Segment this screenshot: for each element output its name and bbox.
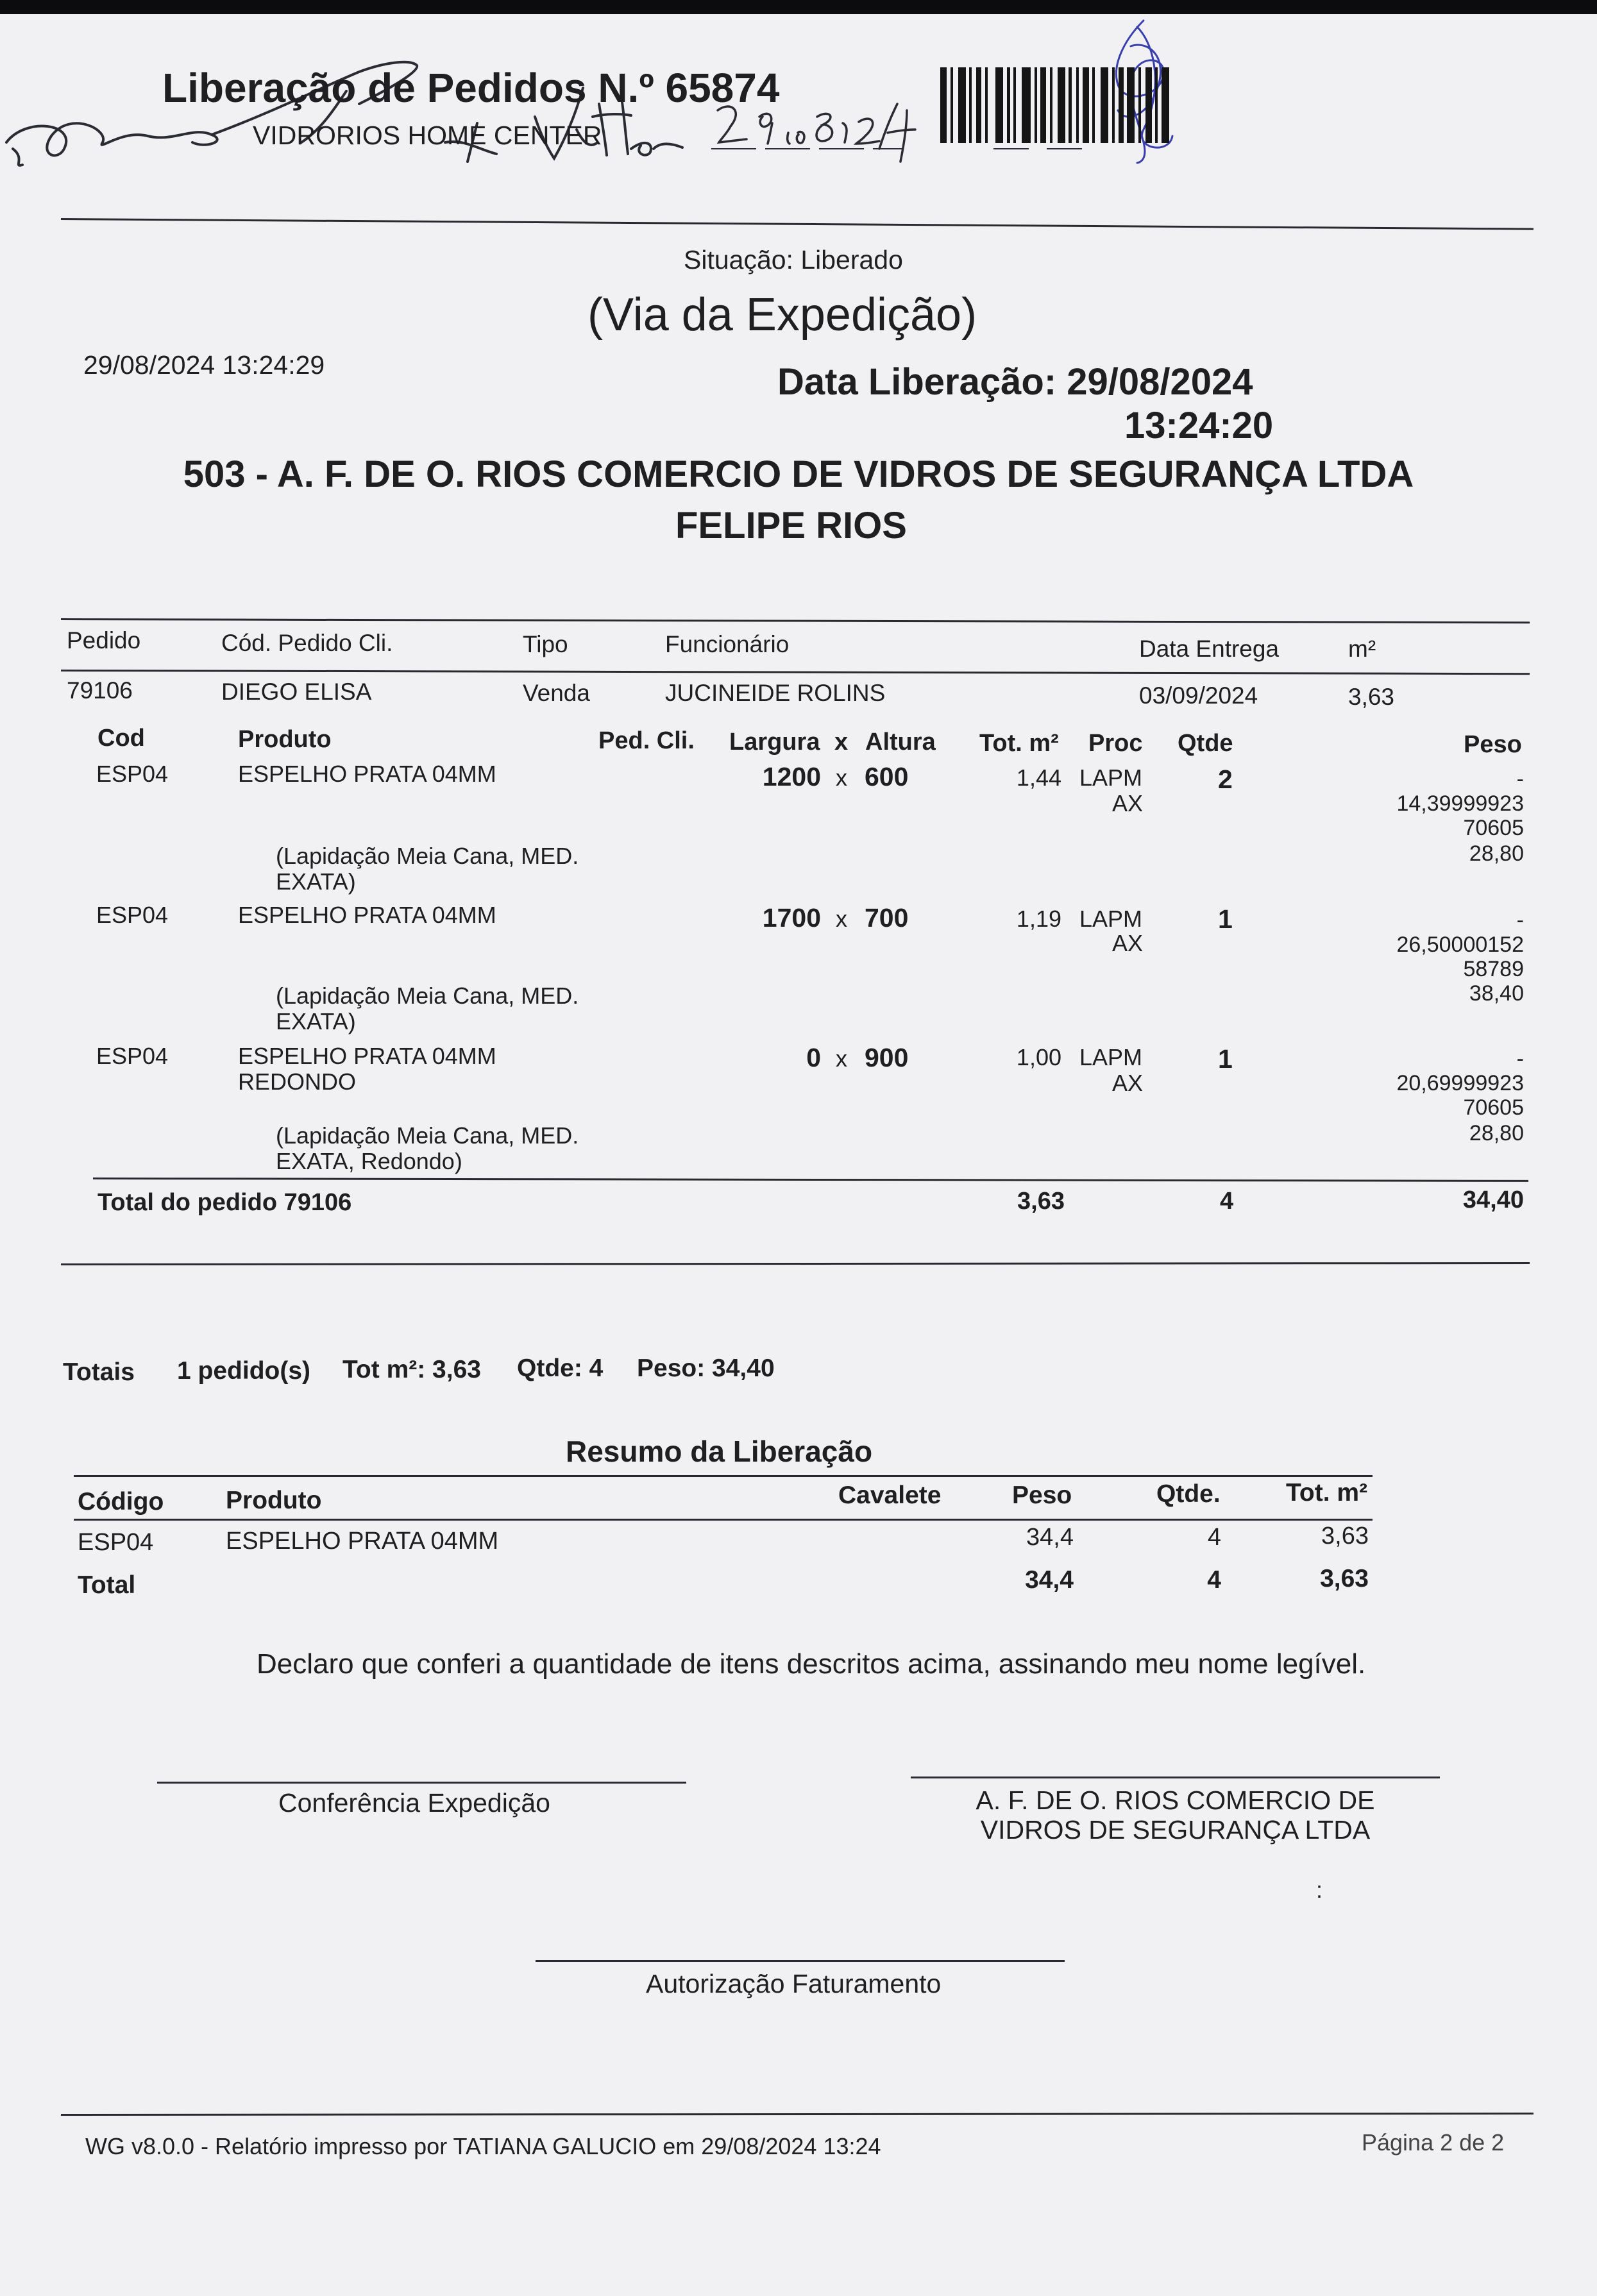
summary-total-weight: 34,4: [1025, 1566, 1074, 1594]
item-weight-unit: 26,50000152: [1396, 933, 1524, 957]
handwritten-time-placeholder: :: [1316, 1877, 1323, 1903]
order-total-line: [93, 1178, 1528, 1182]
printed-datetime: 29/08/2024 13:24:29: [83, 350, 325, 380]
col-qtde: Qtde: [1178, 730, 1233, 757]
item-x: x: [836, 1045, 847, 1072]
item-note-cont: EXATA): [276, 1008, 356, 1034]
signature-company-line2: VIDROS DE SEGURANÇA LTDA: [980, 1815, 1371, 1844]
item-weight-unit-cont: 70605: [1463, 816, 1524, 840]
item-note: (Lapidação Meia Cana, MED.: [276, 1122, 579, 1149]
col-funcionario: Funcionário: [665, 631, 790, 657]
item-x: x: [836, 906, 847, 932]
item-process: LAPM: [1079, 764, 1143, 791]
item-weight-total: 28,80: [1469, 1121, 1524, 1145]
item-weight-dash: -: [1516, 908, 1524, 933]
order-total-quantity: 4: [1220, 1188, 1234, 1215]
document-page: [0, 14, 1597, 2296]
client-name: FELIPE RIOS: [675, 505, 907, 546]
section-divider: [61, 1262, 1530, 1265]
signature-company-line1: A. F. DE O. RIOS COMERCIO DE: [976, 1785, 1375, 1815]
col-pedido: Pedido: [67, 627, 141, 654]
status-text: Situação: Liberado: [684, 245, 903, 274]
item-x: x: [836, 764, 847, 791]
header-divider: [61, 218, 1534, 230]
order-total-weight: 34,40: [1462, 1186, 1524, 1213]
totals-area: Tot m²: 3,63: [342, 1356, 481, 1383]
item-area: 1,44: [1016, 764, 1061, 791]
item-quantity: 1: [1218, 904, 1233, 934]
item-weight-dash: -: [1516, 1047, 1524, 1071]
summary-code: ESP04: [78, 1529, 154, 1556]
item-height: 900: [865, 1043, 909, 1072]
signature-line-conferencia: [157, 1782, 686, 1784]
item-code: ESP04: [96, 902, 169, 928]
totals-quantity: Qtde: 4: [517, 1355, 604, 1382]
footer-report-info: WG v8.0.0 - Relatório impresso por TATIANA GALUCIO em 29/08/2024 13:24: [85, 2133, 881, 2159]
col-altura: Altura: [865, 729, 936, 755]
item-width: 1200: [762, 762, 821, 791]
item-width: 1700: [762, 903, 821, 933]
order-total-area: 3,63: [1017, 1188, 1065, 1215]
summary-product: ESPELHO PRATA 04MM: [226, 1528, 499, 1555]
item-weight-total: 28,80: [1469, 841, 1524, 866]
col-largura: Largura: [729, 729, 820, 755]
summary-title: Resumo da Liberação: [566, 1435, 873, 1468]
item-product: ESPELHO PRATA 04MM: [238, 902, 496, 928]
col-produto: Produto: [226, 1487, 322, 1514]
release-time: 13:24:20: [1124, 405, 1274, 446]
item-quantity: 2: [1218, 764, 1233, 794]
totals-weight: Peso: 34,40: [637, 1355, 775, 1382]
col-cod-pedido-cli: Cód. Pedido Cli.: [221, 630, 393, 656]
item-weight-dash: -: [1516, 767, 1524, 791]
item-width: 0: [806, 1043, 821, 1072]
col-tipo: Tipo: [523, 631, 568, 657]
col-tot-m2: Tot. m²: [979, 730, 1059, 757]
summary-top-line: [74, 1475, 1373, 1477]
totals-orders: 1 pedido(s): [177, 1357, 311, 1385]
release-date: Data Liberação: 29/08/2024: [777, 361, 1253, 403]
item-weight-unit: 14,39999923: [1396, 791, 1524, 816]
order-total-label: Total do pedido 79106: [97, 1189, 352, 1216]
item-height: 700: [865, 903, 909, 933]
item-note: (Lapidação Meia Cana, MED.: [276, 843, 579, 869]
item-weight-unit: 20,69999923: [1396, 1071, 1524, 1095]
item-code: ESP04: [96, 1043, 169, 1069]
barcode: [940, 67, 1169, 143]
item-area: 1,00: [1016, 1044, 1061, 1070]
col-ped-cli: Ped. Cli.: [598, 727, 695, 754]
delivery-date: 03/09/2024: [1139, 682, 1258, 709]
summary-area: 3,63: [1321, 1523, 1369, 1549]
footer-divider: [61, 2113, 1534, 2116]
item-note-cont: EXATA, Redondo): [276, 1148, 462, 1174]
item-product-cont: REDONDO: [238, 1068, 357, 1095]
item-process-cont: AX: [1112, 1070, 1144, 1096]
summary-total-area: 3,63: [1320, 1565, 1369, 1592]
order-type: Venda: [523, 680, 590, 706]
signature-line-autorizacao: [536, 1960, 1065, 1962]
item-code: ESP04: [96, 761, 169, 787]
order-number: 79106: [67, 677, 133, 704]
item-product: ESPELHO PRATA 04MM: [238, 761, 496, 787]
item-height: 600: [865, 762, 909, 791]
employee-name: JUCINEIDE ROLINS: [665, 680, 886, 706]
order-table-header-line: [61, 670, 1530, 675]
document-title: Liberação de Pedidos N.º 65874: [162, 65, 780, 111]
item-weight-unit-cont: 70605: [1463, 1095, 1524, 1120]
item-process-cont: AX: [1112, 790, 1144, 816]
signature-label-conferencia: Conferência Expedição: [278, 1788, 550, 1818]
item-note-cont: EXATA): [276, 868, 356, 895]
col-peso: Peso: [1464, 731, 1522, 758]
item-process-cont: AX: [1112, 930, 1144, 956]
summary-header-line: [74, 1519, 1373, 1521]
copy-type: (Via da Expedição): [587, 289, 977, 341]
item-quantity: 1: [1218, 1044, 1233, 1074]
col-m2: m²: [1348, 636, 1376, 662]
totals-label: Totais: [63, 1358, 135, 1386]
col-cod: Cod: [97, 725, 145, 752]
col-qtde: Qtde.: [1156, 1480, 1221, 1508]
col-data-entrega: Data Entrega: [1139, 636, 1280, 662]
company-name: VIDRORIOS HOME CENTER: [253, 121, 602, 150]
item-weight-total: 38,40: [1469, 981, 1524, 1006]
item-product: ESPELHO PRATA 04MM: [238, 1043, 496, 1069]
col-peso: Peso: [1012, 1481, 1072, 1509]
order-area: 3,63: [1348, 684, 1395, 710]
col-proc: Proc: [1088, 730, 1143, 757]
client-order-code: DIEGO ELISA: [221, 679, 372, 705]
declaration-text: Declaro que conferi a quantidade de itens descritos acima, assinando meu nome legível.: [257, 1648, 1366, 1680]
order-table-top-line: [61, 618, 1530, 623]
col-tot-m2: Tot. m²: [1286, 1479, 1368, 1507]
col-codigo: Código: [78, 1488, 164, 1515]
signature-line-company: [911, 1777, 1440, 1778]
col-cavalete: Cavalete: [838, 1481, 942, 1509]
summary-weight: 34,4: [1026, 1524, 1074, 1551]
item-process: LAPM: [1079, 1044, 1143, 1070]
summary-quantity: 4: [1207, 1524, 1221, 1551]
summary-total-label: Total: [78, 1571, 136, 1599]
item-area: 1,19: [1016, 906, 1061, 932]
col-produto: Produto: [238, 726, 332, 753]
item-note: (Lapidação Meia Cana, MED.: [276, 983, 579, 1009]
item-weight-unit-cont: 58789: [1463, 957, 1524, 981]
footer-page-number: Página 2 de 2: [1362, 2129, 1505, 2156]
col-x: x: [834, 729, 849, 755]
item-process: LAPM: [1079, 906, 1143, 932]
signature-label-autorizacao: Autorização Faturamento: [646, 1969, 942, 1998]
summary-total-quantity: 4: [1207, 1566, 1221, 1594]
client-line: 503 - A. F. DE O. RIOS COMERCIO DE VIDROS DE SEGURANÇA LTDA: [183, 453, 1414, 495]
